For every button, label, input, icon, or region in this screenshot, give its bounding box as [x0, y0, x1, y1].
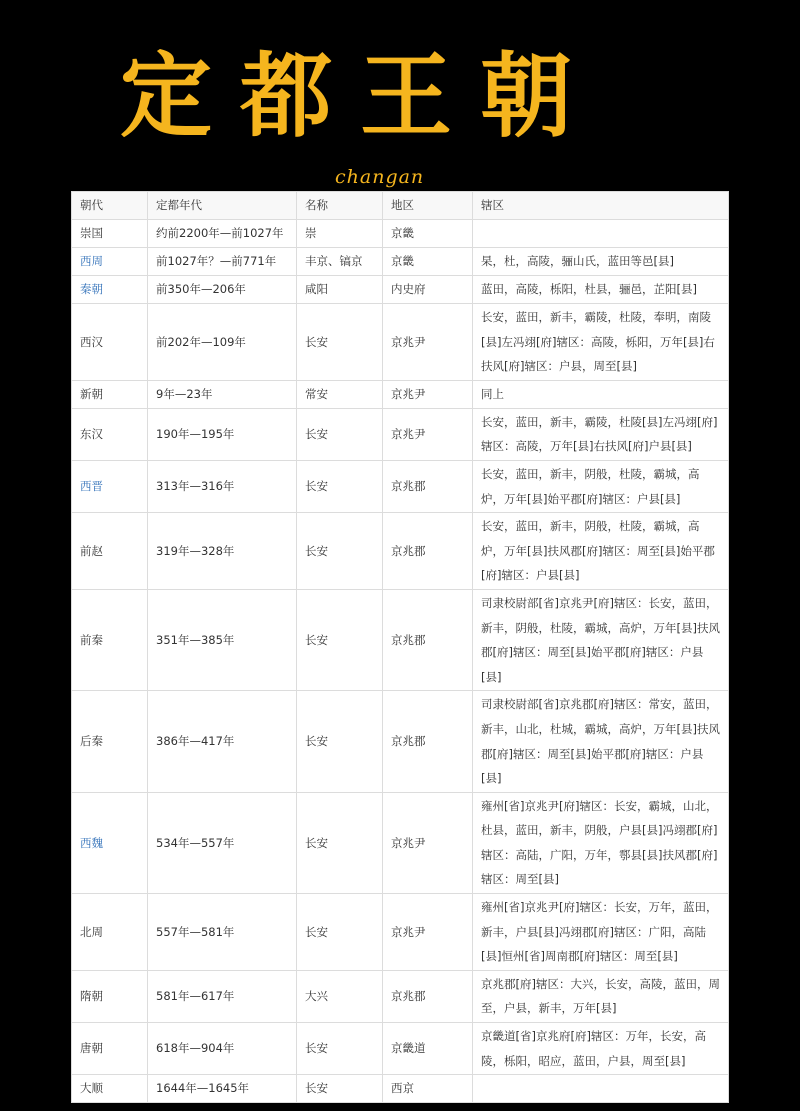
- table-row: [72, 1023, 729, 1075]
- jurisdiction-cell: 杲，杜，高陵，骊山氏，蓝田等邑[县]: [473, 248, 729, 276]
- period-cell: 9年—23年: [148, 380, 297, 408]
- region-cell: 京兆尹: [383, 408, 473, 460]
- dynasty-label: 新朝: [80, 386, 103, 401]
- region-cell: 京兆尹: [383, 304, 473, 381]
- region-cell: 京畿: [383, 248, 473, 276]
- table-row: [72, 1075, 729, 1103]
- table-row: [72, 691, 729, 792]
- period-cell: 319年—328年: [148, 513, 297, 590]
- jurisdiction-cell: 京兆郡[府]辖区：大兴，长安，高陵，蓝田，周至，户县，新丰，万年[县]: [473, 970, 729, 1022]
- table-row: [72, 276, 729, 304]
- table-header-row: [72, 192, 729, 220]
- capital-name-cell: 长安: [297, 792, 383, 893]
- period-cell: 534年—557年: [148, 792, 297, 893]
- capital-name-cell: 咸阳: [297, 276, 383, 304]
- period-cell: 557年—581年: [148, 894, 297, 971]
- dynasty-link[interactable]: 西周: [80, 254, 103, 269]
- capital-name-cell: 丰京、镐京: [297, 248, 383, 276]
- period-cell: 618年—904年: [148, 1023, 297, 1075]
- region-cell: 西京: [383, 1075, 473, 1103]
- period-cell: 190年—195年: [148, 408, 297, 460]
- header-area: 辖区: [473, 192, 729, 220]
- jurisdiction-cell: 长安，蓝田，新丰，阴般，杜陵，霸城，高炉，万年[县]扶风郡[府]辖区：周至[县]始平郡[府]辖区：户县[县]: [473, 513, 729, 590]
- table-row: [72, 513, 729, 590]
- table-row: [72, 220, 729, 248]
- table-row: [72, 970, 729, 1022]
- page-title: 定都王朝: [119, 43, 600, 150]
- jurisdiction-cell: 长安，蓝田，新丰，霸陵，杜陵，奉明，南陵[县]左冯翊[府]辖区：高陵，栎阳，万年[县]右扶风[府]辖区：户县，周至[县]: [473, 304, 729, 381]
- jurisdiction-cell: 雍州[省]京兆尹[府]辖区：长安，万年，蓝田，新丰，户县[县]冯翊郡[府]辖区：广阳，高陆[县]恒州[省]周南郡[府]辖区：周至[县]: [473, 894, 729, 971]
- table-row: [72, 894, 729, 971]
- capital-name-cell: 长安: [297, 408, 383, 460]
- dynasty-cell: [72, 304, 148, 381]
- region-cell: 京兆郡: [383, 970, 473, 1022]
- dynasty-cell: [72, 970, 148, 1022]
- dynasty-cell: [72, 408, 148, 460]
- header-region: 地区: [383, 192, 473, 220]
- table-row: [72, 792, 729, 893]
- dynasty-table-container: [71, 191, 728, 1096]
- jurisdiction-cell: [473, 1075, 729, 1103]
- dynasty-link[interactable]: 西魏: [80, 835, 103, 850]
- jurisdiction-cell: 长安，蓝田，新丰，阴般，杜陵，霸城，高炉，万年[县]始平郡[府]辖区：户县[县]: [473, 460, 729, 512]
- dynasty-cell: [72, 248, 148, 276]
- dynasty-cell: [72, 460, 148, 512]
- jurisdiction-cell: 司隶校尉部[省]京兆郡[府]辖区：常安，蓝田，新丰，山北，杜城，霸城，高炉，万年[县]扶风郡[府]辖区：周至[县]始平郡[府]辖区：户县[县]: [473, 691, 729, 792]
- capital-name-cell: 长安: [297, 460, 383, 512]
- dynasty-cell: [72, 380, 148, 408]
- dynasty-label: 唐朝: [80, 1041, 103, 1056]
- period-cell: 386年—417年: [148, 691, 297, 792]
- dynasty-cell: [72, 792, 148, 893]
- capital-name-cell: 长安: [297, 691, 383, 792]
- jurisdiction-cell: 雍州[省]京兆尹[府]辖区：长安，霸城，山北，杜县，蓝田，新丰，阴般，户县[县]冯翊郡[府]辖区：高陆，广阳，万年，鄠县[县]扶风郡[府]辖区：周至[县]: [473, 792, 729, 893]
- dynasty-label: 大顺: [80, 1081, 103, 1096]
- jurisdiction-cell: 京畿道[省]京兆府[府]辖区：万年，长安，高陵，栎阳，昭应，蓝田，户县，周至[县]: [473, 1023, 729, 1075]
- region-cell: 京兆郡: [383, 513, 473, 590]
- dynasty-label: 西汉: [80, 334, 103, 349]
- region-cell: 京兆尹: [383, 380, 473, 408]
- period-cell: 351年—385年: [148, 589, 297, 690]
- table-body: [72, 220, 729, 1103]
- capital-name-cell: 长安: [297, 513, 383, 590]
- period-cell: 581年—617年: [148, 970, 297, 1022]
- table-row: [72, 380, 729, 408]
- region-cell: 京兆尹: [383, 894, 473, 971]
- region-cell: 京兆郡: [383, 589, 473, 690]
- table-row: [72, 304, 729, 381]
- dynasty-link[interactable]: 西晋: [80, 479, 103, 494]
- capital-name-cell: 长安: [297, 1023, 383, 1075]
- region-cell: 京兆郡: [383, 460, 473, 512]
- period-cell: 约前2200年—前1027年: [148, 220, 297, 248]
- jurisdiction-cell: 同上: [473, 380, 729, 408]
- jurisdiction-cell: 长安，蓝田，新丰，霸陵，杜陵[县]左冯翊[府]辖区：高陵，万年[县]右扶风[府]户县[县]: [473, 408, 729, 460]
- capital-name-cell: 长安: [297, 894, 383, 971]
- dynasty-label: 东汉: [80, 427, 103, 442]
- capital-name-cell: 长安: [297, 589, 383, 690]
- period-cell: 1644年—1645年: [148, 1075, 297, 1103]
- dynasty-cell: [72, 513, 148, 590]
- region-cell: 京畿道: [383, 1023, 473, 1075]
- header-dynasty: 朝代: [72, 192, 148, 220]
- dynasty-cell: [72, 276, 148, 304]
- table-row: [72, 460, 729, 512]
- dynasty-table: [71, 191, 729, 1103]
- table-row: [72, 589, 729, 690]
- jurisdiction-cell: 司隶校尉部[省]京兆尹[府]辖区：长安，蓝田，新丰，阴般，杜陵，霸城，高炉，万年[县]扶风郡[府]辖区：周至[县]始平郡[府]辖区：户县[县]: [473, 589, 729, 690]
- dynasty-cell: [72, 691, 148, 792]
- capital-name-cell: 大兴: [297, 970, 383, 1022]
- capital-name-cell: 常安: [297, 380, 383, 408]
- jurisdiction-cell: [473, 220, 729, 248]
- capital-name-cell: 长安: [297, 1075, 383, 1103]
- page-subtitle: changan: [335, 166, 425, 188]
- capital-name-cell: 崇: [297, 220, 383, 248]
- dynasty-label: 崇国: [80, 226, 103, 241]
- period-cell: 前350年—206年: [148, 276, 297, 304]
- region-cell: 内史府: [383, 276, 473, 304]
- table-row: [72, 248, 729, 276]
- table-row: [72, 408, 729, 460]
- jurisdiction-cell: 蓝田，高陵，栎阳，杜县，骊邑，芷阳[县]: [473, 276, 729, 304]
- dynasty-label: 后秦: [80, 734, 103, 749]
- region-cell: 京畿: [383, 220, 473, 248]
- dynasty-label: 北周: [80, 924, 103, 939]
- dynasty-cell: [72, 1075, 148, 1103]
- capital-name-cell: 长安: [297, 304, 383, 381]
- region-cell: 京兆郡: [383, 691, 473, 792]
- dynasty-cell: [72, 894, 148, 971]
- dynasty-cell: [72, 1023, 148, 1075]
- region-cell: 京兆尹: [383, 792, 473, 893]
- dynasty-label: 前秦: [80, 632, 103, 647]
- dynasty-cell: [72, 220, 148, 248]
- header-name: 名称: [297, 192, 383, 220]
- dynasty-label: 隋朝: [80, 989, 103, 1004]
- period-cell: 前202年—109年: [148, 304, 297, 381]
- header-period: 定都年代: [148, 192, 297, 220]
- period-cell: 313年—316年: [148, 460, 297, 512]
- dynasty-link[interactable]: 秦朝: [80, 282, 103, 297]
- period-cell: 前1027年？—前771年: [148, 248, 297, 276]
- dynasty-label: 前赵: [80, 543, 103, 558]
- dynasty-cell: [72, 589, 148, 690]
